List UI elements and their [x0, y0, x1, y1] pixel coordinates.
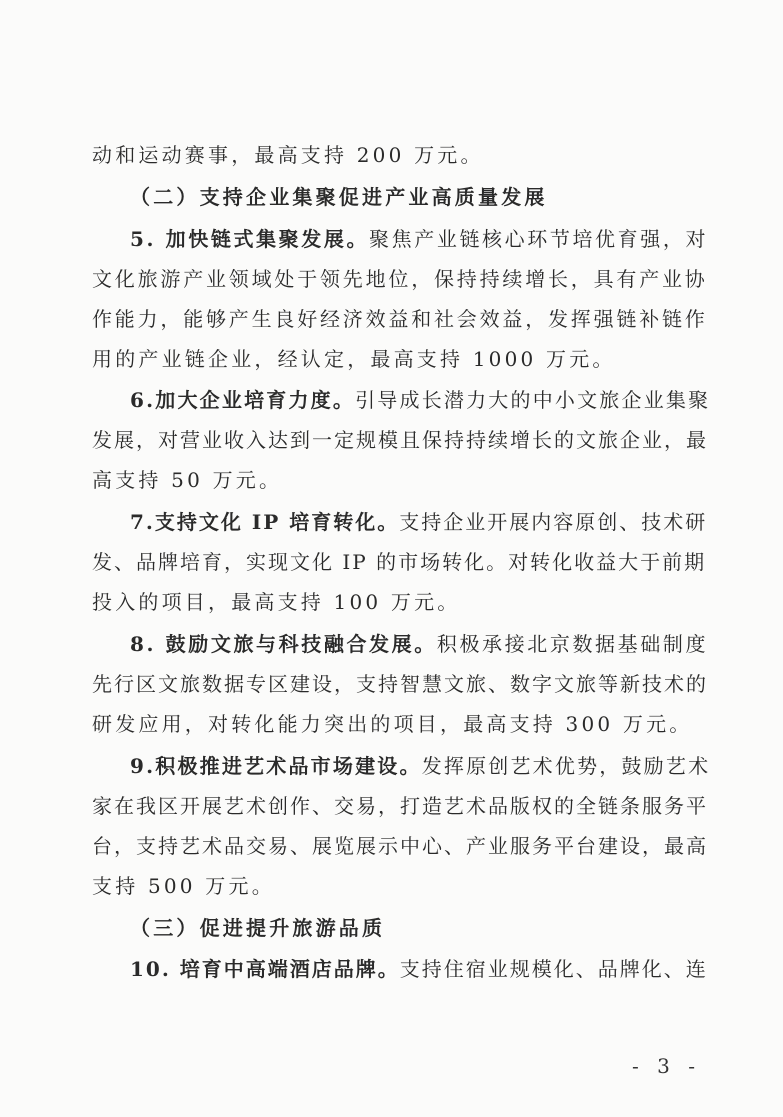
paragraph-line: 10. 培育中高端酒店品牌。支持住宿业规模化、品牌化、连 [130, 957, 708, 981]
paragraph-line: 发、品牌培育，实现文化 IP 的市场转化。对转化收益大于前期 [92, 550, 707, 574]
item-heading: 5. 加快链式集聚发展。 [130, 227, 370, 251]
paragraph-line: 7.支持文化 IP 培育转化。支持企业开展内容原创、技术研 [130, 510, 708, 534]
item-heading: 8. 鼓励文旅与科技融合发展。 [130, 632, 437, 656]
paragraph-line: 家在我区开展艺术创作、交易，打造艺术品版权的全链条服务平 [92, 794, 708, 818]
paragraph-line: 文化旅游产业领域处于领先地位，保持持续增长，具有产业协 [92, 267, 708, 291]
item-heading: 9.积极推进艺术品市场建设。 [130, 754, 422, 778]
paragraph-line: 9.积极推进艺术品市场建设。发挥原创艺术优势，鼓励艺术 [130, 754, 711, 778]
section-heading: （三）促进提升旅游品质 [130, 916, 386, 940]
page-number: - 3 - [632, 1054, 701, 1078]
paragraph-line: 高支持 50 万元。 [92, 468, 283, 492]
item-heading: 7.支持文化 IP 培育转化。 [130, 510, 400, 534]
paragraph-line: 6.加大企业培育力度。引导成长潜力大的中小文旅企业集聚 [130, 388, 711, 412]
paragraph-line: 投入的项目，最高支持 100 万元。 [92, 590, 461, 614]
paragraph-line: 发展，对营业收入达到一定规模且保持持续增长的文旅企业，最 [92, 428, 708, 452]
item-heading: 10. 培育中高端酒店品牌。 [130, 957, 400, 981]
paragraph-line: 作能力，能够产生良好经济效益和社会效益，发挥强链补链作 [92, 307, 708, 331]
paragraph-line: 台，支持艺术品交易、展览展示中心、产业服务平台建设，最高 [92, 834, 708, 858]
paragraph-line: 动和运动赛事，最高支持 200 万元。 [92, 143, 484, 167]
paragraph-line: 5. 加快链式集聚发展。聚焦产业链核心环节培优育强，对 [130, 227, 709, 251]
item-heading: 6.加大企业培育力度。 [130, 388, 356, 412]
paragraph-line: 用的产业链企业，经认定，最高支持 1000 万元。 [92, 347, 616, 371]
paragraph-line: 先行区文旅数据专区建设，支持智慧文旅、数字文旅等新技术的 [92, 672, 708, 696]
section-heading: （二）支持企业集聚促进产业高质量发展 [130, 185, 548, 209]
paragraph-line: 8. 鼓励文旅与科技融合发展。积极承接北京数据基础制度 [130, 632, 709, 656]
paragraph-line: 支持 500 万元。 [92, 874, 275, 898]
paragraph-line: 研发应用，对转化能力突出的项目，最高支持 300 万元。 [92, 712, 693, 736]
